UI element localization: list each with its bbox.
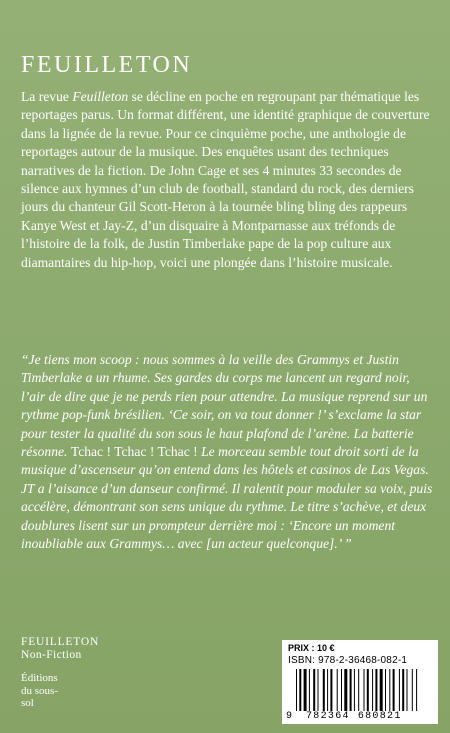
publisher-line-3: sol <box>21 697 34 709</box>
series-subtitle: Non-Fiction <box>21 649 82 661</box>
blurb-text-start: La revue <box>21 89 73 104</box>
blurb-text-rest: se décline en poche en regroupant par thématique les reportages parus. Un format différent, une identité graphique de couverture dans la lignée de la revue. Pour ce cinquième poche, une anthologie de reportages autour de la musique. Des enquêtes usant des techniques narratives de la fiction. De John Cage et ses 4 minutes 33 secondes de silence aux hymnes d’un club de football, standard du rock, des derniers jours du chanteur Gil Scott-Heron à la tournée bling bling des rappeurs Kanye West et Jay-Z, d’un disquaire à Montparnasse aux tréfonds de l’histoire de la folk, de Justin Timberlake pape de la pop culture aux diamantaires du hip-hop, voici une plongée dans l’histoire musicale. <box>21 89 430 270</box>
series-name: FEUILLETON <box>21 636 100 648</box>
quote-part-2: Le morceau semble tout droit sorti de la musique d’ascenseur qu’on entend dans les hôtels et casinos de Las Vegas. JT a l’aisance d’un danseur confirmé. Il ralentit pour moduler sa voix, puis accélère, démontrant son sens unique du rythme. Le titre s’achève, et deux doublures lisent sur un prompteur derrière moi : ‘Encore un moment inoubliable aux Grammys… avec [un acteur quelconque].’ ” <box>21 444 433 552</box>
excerpt-quote <box>21 351 436 553</box>
quote-part-1: “Je tiens mon scoop : nous sommes à la veille des Grammys et Justin Timberlake a un rhume. Ses gardes du corps me lancent un regard noir, l’air de dire que je ne perds rien pour attendre. La musique reprend sur un rythme pop-funk brésilien. ‘Ce soir, on va tout donner !’ s’exclame la star pour tester la qualité du son sous le haut plafond de l’arène. La batterie résonne. <box>21 352 428 460</box>
barcode-label <box>282 640 438 724</box>
barcode-digits <box>286 711 436 722</box>
price-label: PRIX : 10 € <box>288 643 335 653</box>
publisher-line-1: Éditions <box>21 672 58 684</box>
isbn-number: ISBN: 978-2-36468-082-1 <box>288 655 408 666</box>
blurb-journal-name: Feuilleton <box>72 89 129 104</box>
barcode-digit-group-2: 680821 <box>357 711 402 722</box>
blurb-paragraph <box>21 88 436 272</box>
publisher-logo <box>21 672 58 710</box>
quote-onomatopoeia: Tchac ! Tchac ! Tchac ! <box>70 444 198 460</box>
barcode-digit-group-1: 782364 <box>306 711 350 722</box>
series-imprint <box>21 636 99 662</box>
series-title: FEUILLETON <box>21 52 193 78</box>
barcode-icon <box>296 669 426 711</box>
publisher-line-2: du sous- <box>21 684 58 697</box>
barcode-digit-first: 9 <box>286 711 293 722</box>
